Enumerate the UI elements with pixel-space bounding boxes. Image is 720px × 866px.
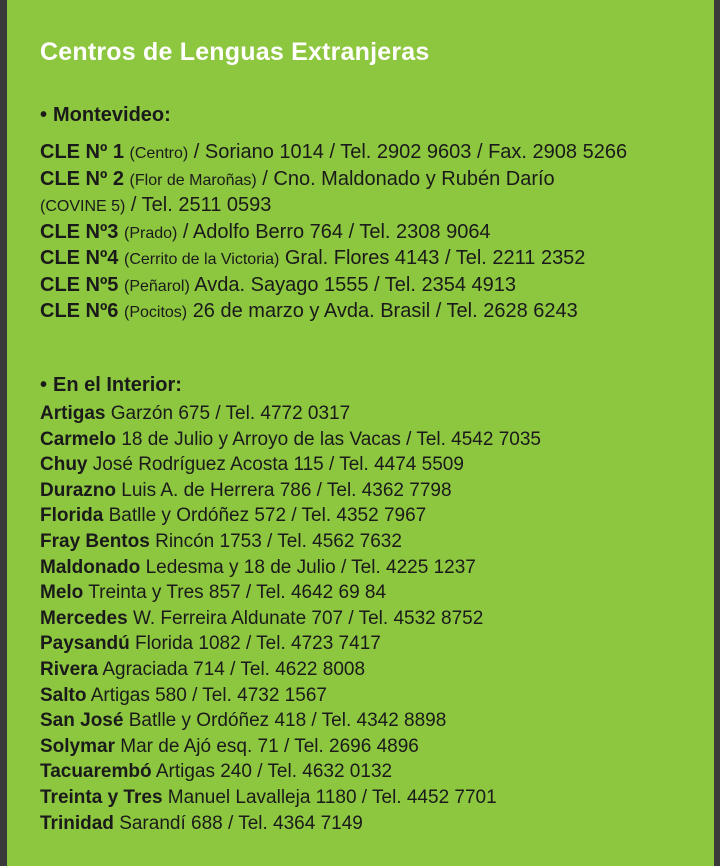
center-details: Treinta y Tres 857 / Tel. 4642 69 84 xyxy=(88,582,387,604)
center-details: Rincón 1753 / Tel. 4562 7632 xyxy=(155,530,402,552)
interior-center xyxy=(40,657,541,683)
bullet-icon: • xyxy=(40,374,48,396)
center-city: Salto xyxy=(40,684,87,706)
interior-center xyxy=(40,734,541,760)
montevideo-center xyxy=(40,299,627,326)
center-details: José Rodríguez Acosta 115 / Tel. 4474 5509 xyxy=(92,454,464,476)
center-city: Treinta y Tres xyxy=(40,786,163,808)
interior-center xyxy=(40,785,541,811)
interior-center xyxy=(40,529,541,555)
right-edge-bar xyxy=(714,0,720,866)
montevideo-heading-label: Montevideo: xyxy=(53,104,171,126)
center-area: (Prado) xyxy=(124,224,178,242)
center-city: Trinidad xyxy=(40,812,114,834)
interior-center xyxy=(40,452,541,478)
interior-center xyxy=(40,683,541,709)
center-details: / Adolfo Berro 764 / Tel. 2308 9064 xyxy=(182,220,491,243)
center-city: Paysandú xyxy=(40,633,130,655)
center-city: Chuy xyxy=(40,454,88,476)
center-city: San José xyxy=(40,710,124,732)
montevideo-centers-list xyxy=(40,140,627,326)
center-city: Fray Bentos xyxy=(40,530,150,552)
center-name: CLE Nº5 xyxy=(40,273,119,296)
center-city: Carmelo xyxy=(40,428,117,450)
center-details: Florida 1082 / Tel. 4723 7417 xyxy=(135,633,381,655)
center-details: Batlle y Ordóñez 418 / Tel. 4342 8898 xyxy=(128,710,447,732)
center-name: CLE Nº6 xyxy=(40,300,119,322)
center-details: Agraciada 714 / Tel. 4622 8008 xyxy=(102,658,366,680)
page-title: Centros de Lenguas Extranjeras xyxy=(40,38,430,66)
center-city: Maldonado xyxy=(40,556,141,578)
center-details: Manuel Lavalleja 1180 / Tel. 4452 7701 xyxy=(167,786,497,808)
interior-centers-list xyxy=(40,401,541,836)
center-details: Avda. Sayago 1555 / Tel. 2354 4913 xyxy=(194,273,517,296)
center-details: / Tel. 2511 0593 xyxy=(130,194,272,216)
center-area: (COVINE 5) xyxy=(40,198,126,215)
interior-heading xyxy=(40,374,182,397)
interior-center xyxy=(40,708,541,734)
montevideo-center xyxy=(40,167,627,194)
left-edge-bar xyxy=(0,0,7,866)
center-area: (Centro) xyxy=(129,145,189,162)
interior-center xyxy=(40,759,541,785)
center-city: Artigas xyxy=(40,403,106,424)
interior-center xyxy=(40,580,541,606)
center-details: Artigas 580 / Tel. 4732 1567 xyxy=(90,684,327,706)
center-city: Rivera xyxy=(40,658,99,680)
interior-center xyxy=(40,401,541,427)
center-area: (Flor de Maroñas) xyxy=(129,171,257,189)
montevideo-center xyxy=(40,140,627,167)
center-area: (Peñarol) xyxy=(124,277,190,295)
center-details: Batlle y Ordóñez 572 / Tel. 4352 7967 xyxy=(108,505,427,527)
center-details: 26 de marzo y Avda. Brasil / Tel. 2628 6243 xyxy=(192,300,578,322)
center-details: 18 de Julio y Arroyo de las Vacas / Tel. 4542 7035 xyxy=(121,428,541,450)
interior-center xyxy=(40,555,541,581)
center-details: Sarandí 688 / Tel. 4364 7149 xyxy=(119,812,363,834)
center-details: / Cno. Maldonado y Rubén Darío xyxy=(262,167,555,190)
center-details: / Soriano 1014 / Tel. 2902 9603 / Fax. 2908 5266 xyxy=(193,141,628,163)
center-area: (Cerrito de la Victoria) xyxy=(124,251,280,268)
center-city: Melo xyxy=(40,582,84,604)
center-details: Luis A. de Herrera 786 / Tel. 4362 7798 xyxy=(121,479,452,501)
center-details: Ledesma y 18 de Julio / Tel. 4225 1237 xyxy=(145,556,476,578)
interior-center xyxy=(40,478,541,504)
interior-center xyxy=(40,427,541,453)
montevideo-heading xyxy=(40,104,171,127)
center-name: CLE Nº3 xyxy=(40,220,119,243)
bullet-icon: • xyxy=(40,104,48,126)
center-name: CLE Nº 2 xyxy=(40,167,124,190)
center-city: Durazno xyxy=(40,479,116,501)
center-details: Gral. Flores 4143 / Tel. 2211 2352 xyxy=(284,247,586,269)
interior-heading-label: En el Interior: xyxy=(53,374,182,396)
center-details: Artigas 240 / Tel. 4632 0132 xyxy=(155,761,393,783)
center-name: CLE Nº 1 xyxy=(40,141,124,163)
montevideo-center xyxy=(40,273,627,300)
center-city: Solymar xyxy=(40,735,115,757)
center-city: Florida xyxy=(40,505,104,527)
montevideo-center xyxy=(40,246,627,273)
center-area: (Pocitos) xyxy=(124,304,188,321)
center-name: CLE Nº4 xyxy=(40,247,119,269)
interior-center xyxy=(40,631,541,657)
interior-center xyxy=(40,503,541,529)
center-details: Mar de Ajó esq. 71 / Tel. 2696 4896 xyxy=(120,735,419,757)
center-city: Tacuarembó xyxy=(40,761,152,783)
montevideo-center-continuation xyxy=(40,193,627,220)
montevideo-center xyxy=(40,220,627,247)
center-city: Mercedes xyxy=(40,607,128,629)
interior-center xyxy=(40,606,541,632)
center-details: W. Ferreira Aldunate 707 / Tel. 4532 8752 xyxy=(132,607,484,629)
center-details: Garzón 675 / Tel. 4772 0317 xyxy=(110,403,351,424)
interior-center xyxy=(40,811,541,837)
